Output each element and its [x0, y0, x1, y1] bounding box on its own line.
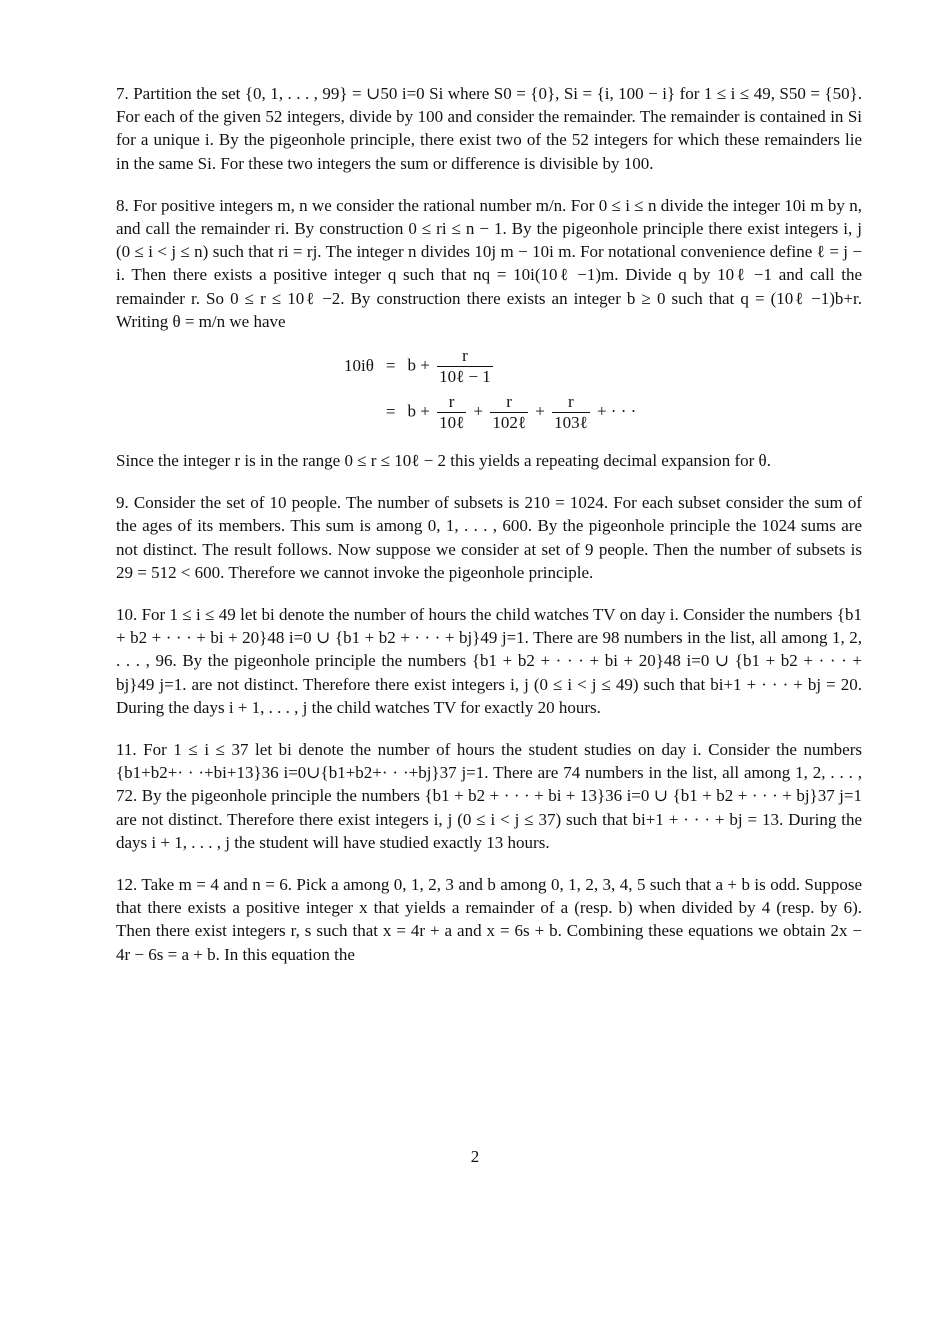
series-tail: + · · ·	[596, 400, 637, 420]
equation-equals-1: =	[385, 356, 396, 376]
paragraph-problem-12: 12. Take m = 4 and n = 6. Pick a among 0, 1, 2, 3 and b among 0, 1, 2, 3, 4, 5 such that a + b is odd. Suppose that there exists a positive integer x that yields a remainder of a (resp. b) when divided by 4 (resp. by 6). Then there exist integers r, s such that x = 4r + a and x = 6s + b. Combining these equations we obtain 2x − 4r − 6s = a + b. In this equation the	[116, 875, 862, 964]
fraction-numerator: r	[437, 392, 466, 413]
display-equation	[338, 343, 862, 435]
equation-equals-2: =	[385, 402, 396, 422]
fraction-numerator: r	[552, 392, 590, 413]
plus-sign: +	[535, 400, 545, 420]
fraction-term-1	[437, 392, 466, 433]
paragraph-problem-8: 8. For positive integers m, n we consider the rational number m/n. For 0 ≤ i ≤ n divide the integer 10i m by n, and call the remainder ri. By construction 0 ≤ ri ≤ n − 1. By the pigeonhole principle there exist integers i, j (0 ≤ i < j ≤ n) such that ri = rj. The integer n divides 10j m − 10i m. For notational convenience define ℓ = j − i. Then there exists a positive integer q such that nq = 10i(10ℓ −1)m. Divide q by 10ℓ −1 and call the remainder r. So 0 ≤ r ≤ 10ℓ −2. By construction there exists an integer b ≥ 0 such that q = (10ℓ −1)b+r. Writing θ = m/n we have	[116, 195, 862, 331]
paragraph-problem-11: 11. For 1 ≤ i ≤ 37 let bi denote the number of hours the student studies on day i. Consider the numbers {b1+b2+· · ·+bi+13}36 i=0∪{b1+b2+· · ·+bj}37 j=1. There are 74 numbers in the list, all among 1, 2, . . . , 72. By the pigeonhole principle the numbers {b1 + b2 + · · · + bi + 13}36 i=0 ∪ {b1 + b2 + · · · + bj}37 j=1 are not distinct. Therefore there exist integers i, j (0 ≤ i < j ≤ 37) such that bi+1 + · · · + bj = 13. During the days i + 1, . . . , j the student will have studied exactly 13 hours.	[116, 740, 862, 852]
fraction-numerator: r	[490, 392, 528, 413]
paragraph-decimal-expansion: Since the integer r is in the range 0 ≤ r ≤ 10ℓ − 2 this yields a repeating decimal expansion for θ.	[116, 451, 771, 471]
page-number: 2	[470, 1147, 480, 1166]
paragraph-problem-9: 9. Consider the set of 10 people. The number of subsets is 210 = 1024. For each subset consider the sum of the ages of its members. This sum is among 0, 1, . . . , 600. By the pigeonhole principle the 1024 sums are not distinct. The result follows. Now suppose we consider at set of 9 people. Then the number of subsets is 29 = 512 < 600. Therefore we cannot invoke the pigeonhole principle.	[116, 493, 862, 582]
equation-lhs: 10iθ	[344, 356, 374, 376]
fraction-denominator: 103ℓ	[554, 412, 588, 432]
fraction-term-2	[490, 392, 528, 433]
paragraph-problem-7: 7. Partition the set {0, 1, . . . , 99} = ∪50 i=0 Si where S0 = {0}, Si = {i, 100 − i} for 1 ≤ i ≤ 49, S50 = {50}. For each of the given 52 integers, divide by 100 and consider the remainder. The remainder is contained in Si for a unique i. By the pigeonhole principle, there exist two of the 52 integers for which these remainders lie in the same Si. For these two integers the sum or difference is divisible by 100.	[116, 84, 862, 173]
fraction-numerator: r	[437, 346, 493, 367]
equation-row-1	[401, 343, 642, 389]
equation-row-2	[401, 389, 642, 435]
equation-row2-b: b +	[407, 400, 430, 420]
paragraph-problem-10: 10. For 1 ≤ i ≤ 49 let bi denote the number of hours the child watches TV on day i. Consider the numbers {b1 + b2 + · · · + bi + 20}48 i=0 ∪ {b1 + b2 + · · · + bj}49 j=1. There are 98 numbers in the list, all among 1, 2, . . . , 96. By the pigeonhole principle the numbers {b1 + b2 + · · · + bi + 20}48 i=0 ∪ {b1 + b2 + · · · + bj}49 j=1. are not distinct. Therefore there exist integers i, j (0 ≤ i < j ≤ 49) such that bi+1 + · · · + bj = 20. During the days i + 1, . . . , j the child watches TV for exactly 20 hours.	[116, 605, 862, 717]
document-body	[116, 82, 862, 985]
fraction-denominator: 10ℓ	[439, 412, 465, 432]
fraction-term-3	[552, 392, 590, 433]
fraction-denominator: 102ℓ	[492, 412, 526, 432]
equation-row1-b: b +	[407, 354, 430, 374]
fraction-r-over-10l-minus-1	[437, 346, 493, 387]
fraction-denominator: 10ℓ − 1	[439, 366, 491, 386]
plus-sign: +	[473, 400, 484, 420]
